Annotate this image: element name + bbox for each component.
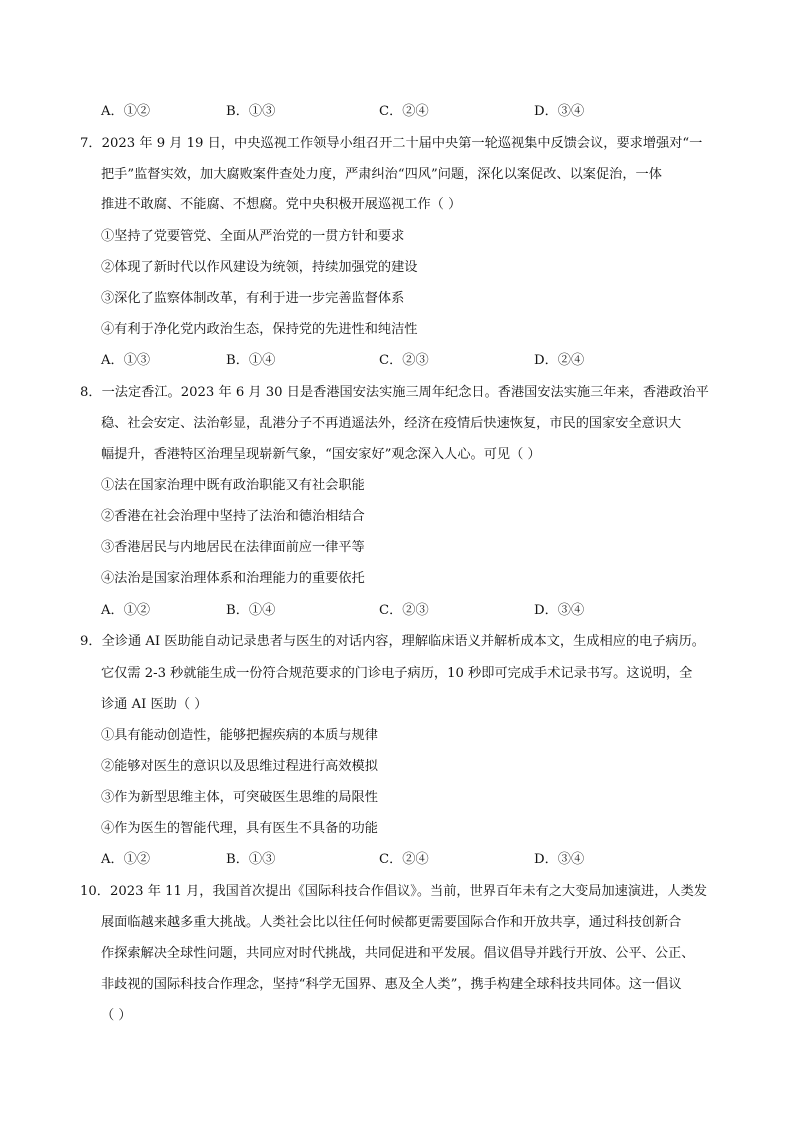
- q9-stem-line: 9．全诊通 AI 医助能自动记录患者与医生的对话内容，理解临床语义并解析成本文，生成相应的电子病历。: [80, 634, 705, 649]
- q9-statement: ①具有能动创造性，能够把握疾病的本质与规律: [101, 728, 378, 743]
- q6-option-d: D．③④: [534, 104, 585, 119]
- q9-option-d: D．③④: [534, 852, 585, 867]
- q9-stem-line: 它仅需 2-3 秒就能生成一份符合规范要求的门诊电子病历，10 秒即可完成手术记录书写。这说明，全: [101, 666, 693, 681]
- q8-statement: ②香港在社会治理中坚持了法治和德治相结合: [101, 509, 365, 524]
- q8-option-d: D．③④: [534, 603, 585, 618]
- q8-option-b: B．①④: [226, 603, 276, 618]
- q8-stem-line: 稳、社会安定、法治彰显，乱港分子不再逍遥法外，经济在疫情后快速恢复，市民的国家安全意识大: [101, 416, 682, 431]
- q8-option-a: A．①②: [101, 603, 151, 618]
- q7-stem-line: 推进不敢腐、不能腐、不想腐。党中央积极开展巡视工作（ ）: [101, 197, 462, 212]
- q6-option-a: A．①②: [101, 104, 151, 119]
- q9-option-b: B．①③: [226, 852, 276, 867]
- q7-statement: ②体现了新时代以作风建设为统领，持续加强党的建设: [101, 260, 418, 275]
- q6-option-b: B．①③: [226, 104, 276, 119]
- q9-stem-line: 诊通 AI 医助（ ）: [101, 697, 208, 712]
- q7-statement: ④有利于净化党内政治生态，保持党的先进性和纯洁性: [101, 322, 418, 337]
- q6-option-c: C．②④: [379, 104, 429, 119]
- q8-statement: ④法治是国家治理体系和治理能力的重要依托: [101, 571, 365, 586]
- q9-statement: ③作为新型思维主体，可突破医生思维的局限性: [101, 790, 378, 805]
- q9-statement: ②能够对医生的意识以及思维过程进行高效模拟: [101, 759, 378, 774]
- q7-options: [101, 352, 701, 370]
- q10-stem-line: （ ）: [101, 1008, 132, 1023]
- q9-statement: ④作为医生的智能代理，具有医生不具备的功能: [101, 821, 378, 836]
- q7-option-d: D．②④: [534, 353, 585, 368]
- q8-statement: ③香港居民与内地居民在法律面前应一律平等: [101, 540, 365, 555]
- q7-option-a: A．①③: [101, 353, 151, 368]
- q8-option-c: C．②③: [379, 603, 429, 618]
- q9-options: [101, 851, 701, 869]
- q6-options: [101, 103, 701, 121]
- q10-stem-line: 展面临越来越多重大挑战。人类社会比以往任何时候都更需要国际合作和开放共享，通过科技创新合: [101, 915, 682, 930]
- q8-stem-line: 幅提升，香港特区治理呈现崭新气象，“国安家好”观念深入人心。可见（ ）: [101, 447, 541, 462]
- q9-option-c: C．②④: [379, 852, 429, 867]
- q7-stem-line: 把手”监督实效，加大腐败案件查处力度，严肃纠治“四风”问题，深化以案促改、以案促治，一体: [101, 167, 662, 182]
- q7-option-c: C．②③: [379, 353, 429, 368]
- q8-statement: ①法在国家治理中既有政治职能又有社会职能: [101, 478, 365, 493]
- q7-statement: ①坚持了党要管党、全面从严治党的一贯方针和要求: [101, 229, 405, 244]
- q9-option-a: A．①②: [101, 852, 151, 867]
- q10-stem-line: 非歧视的国际科技合作理念，坚持“科学无国界、惠及全人类”，携手构建全球科技共同体。这一倡议: [101, 977, 682, 992]
- q8-stem-line: 8．一法定香江。2023 年 6 月 30 日是香港国安法实施三周年纪念日。香港国安法实施三年来，香港政治平: [80, 385, 709, 400]
- q7-stem-line: 7．2023 年 9 月 19 日，中央巡视工作领导小组召开二十届中央第一轮巡视集中反馈会议，要求增强对“一: [80, 136, 703, 151]
- q7-statement: ③深化了监察体制改革，有利于进一步完善监督体系: [101, 291, 405, 306]
- q10-stem-line: 10．2023 年 11 月，我国首次提出《国际科技合作倡议》。当前，世界百年未有之大变局加速演进，人类发: [80, 884, 707, 899]
- q10-stem-line: 作探索解决全球性问题，共同应对时代挑战，共同促进和平发展。倡议倡导并践行开放、公平、公正、: [101, 946, 695, 961]
- q7-option-b: B．①④: [226, 353, 276, 368]
- q8-options: [101, 602, 701, 620]
